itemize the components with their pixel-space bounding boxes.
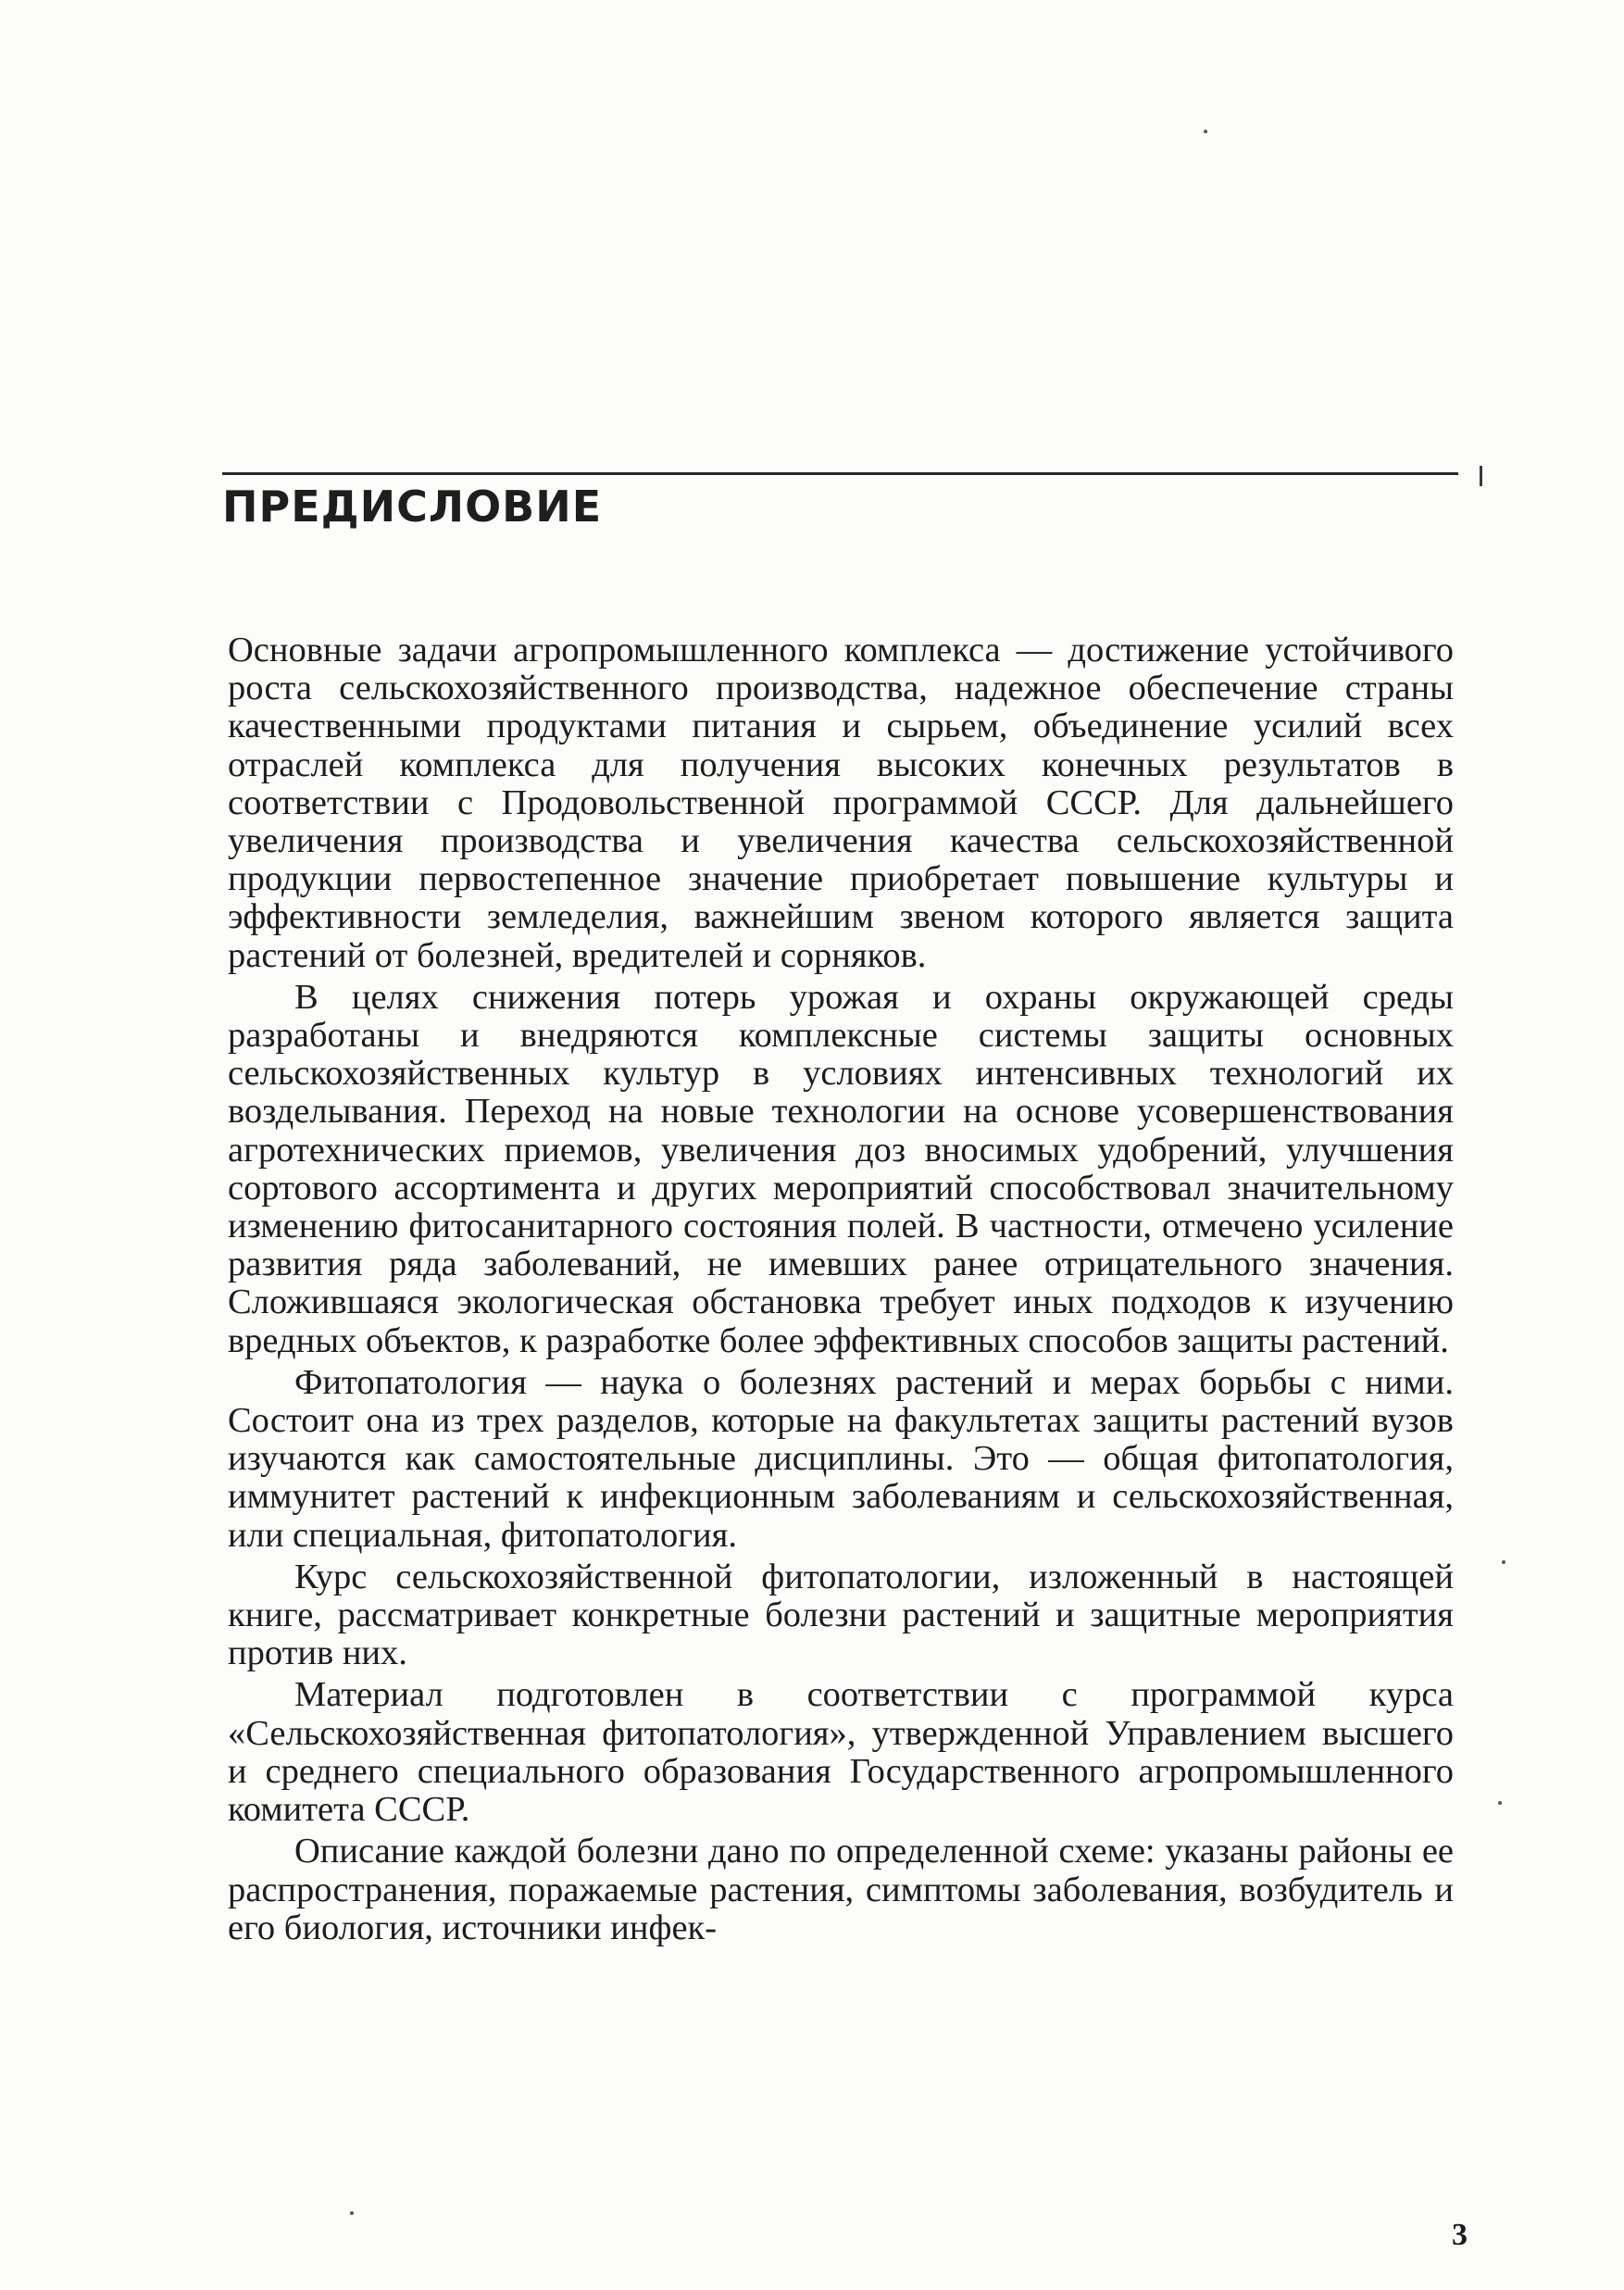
preface-text	[228, 632, 1454, 1951]
scan-speck	[350, 2211, 354, 2215]
page-title: ПРЕДИСЛОВИЕ	[222, 482, 603, 532]
edge-mark	[1480, 466, 1482, 486]
scan-speck	[1502, 1560, 1505, 1564]
scan-speck	[1204, 130, 1207, 133]
heading-rule	[222, 472, 1458, 475]
paragraph-5: Материал подготовлен в соответствии с программой курса «Сельскохозяйственная фитопатология», утвержденной Управлением высшего и среднего специального образования Государственного агропромышленного комитета СССР.	[228, 1675, 1454, 1830]
paragraph-1: Основные задачи агропромышленного комплекса — достижение устойчивого роста сельскохозяйственного производства, надежное обеспечение страны качественными продуктами питания и сырьем, объединение усилий всех отраслей комплекса для получения высоких конечных результатов в соответствии с Продовольственной программой СССР. Для дальнейшего увеличения производства и увеличения качества сельскохозяйственной продукции первостепенное значение приобретает повышение культуры и эффективности земледелия, важнейшим звеном которого является защита растений от болезней, вредителей и сорняков.	[228, 631, 1454, 975]
paragraph-6: Описание каждой болезни дано по определенной схеме: указаны районы ее распространения, поражаемые растения, симптомы заболевания, возбудитель и его биология, источники инфек-	[228, 1832, 1454, 1947]
scan-speck	[1498, 1801, 1502, 1805]
paragraph-3: Фитопатология — наука о болезнях растений и мерах борьбы с ними. Состоит она из трех разделов, которые на факультетах защиты растений вузов изучаются как самостоятельные дисциплины. Это — общая фитопатология, иммунитет растений к инфекционным заболеваниям и сельскохозяйственная, или специальная, фитопатология.	[228, 1362, 1454, 1555]
page-number: 3	[1452, 2218, 1468, 2252]
paragraph-4: Курс сельскохозяйственной фитопатологии, изложенный в настоящей книге, рассматривает конкретные болезни растений и защитные мероприятия против них.	[228, 1557, 1454, 1673]
paragraph-2: В целях снижения потерь урожая и охраны окружающей среды разработаны и внедряются комплексные системы защиты основных сельскохозяйственных культур в условиях интенсивных технологий их возделывания. Переход на новые технологии на основе усовершенствования агротехнических приемов, увеличения доз вносимых удобрений, улучшения сортового ассортимента и других мероприятий способствовал значительному изменению фитосанитарного состояния полей. В частности, отмечено усиление развития ряда заболеваний, не имевших ранее отрицательного значения. Сложившаяся экологическая обстановка требует иных подходов к изучению вредных объектов, к разработке более эффективных способов защиты растений.	[228, 977, 1454, 1360]
